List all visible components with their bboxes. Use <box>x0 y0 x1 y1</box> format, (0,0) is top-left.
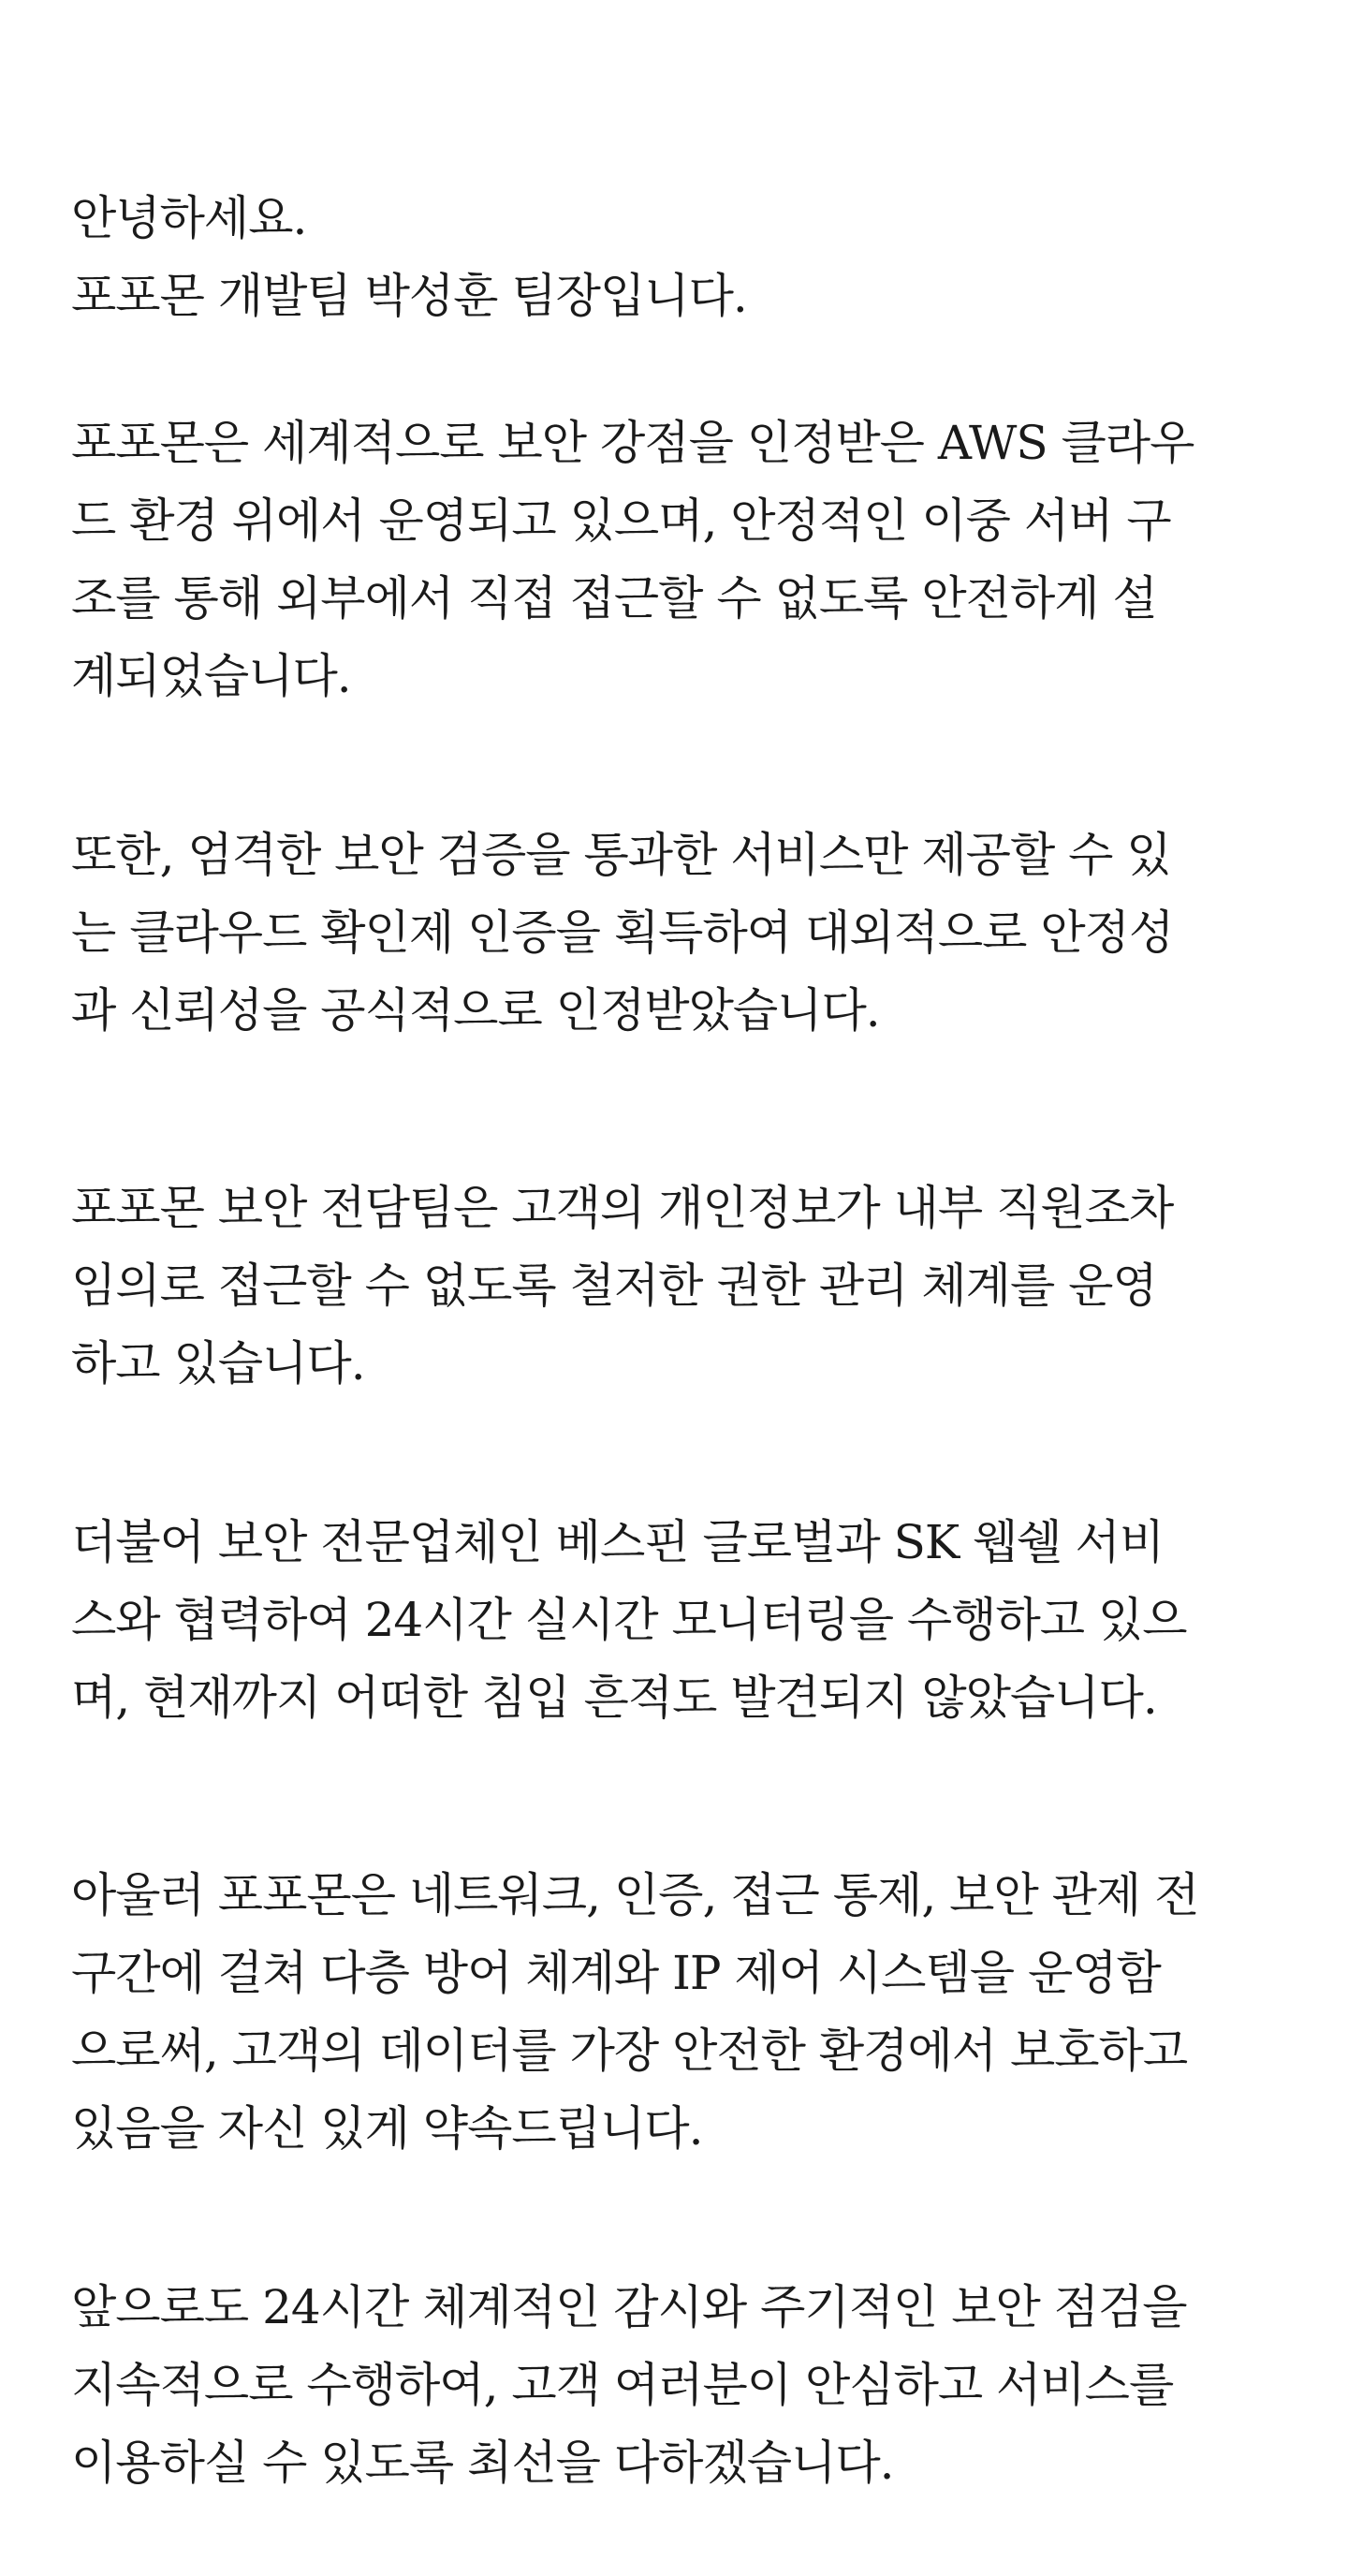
closing-commitment-paragraph <box>71 2269 1279 2502</box>
greeting-introduction-line: 포포몬 개발팀 박성훈 팀장입니다. <box>71 269 747 323</box>
paragraph-line: 으로써, 고객의 데이터를 가장 안전한 환경에서 보호하고 <box>71 2024 1188 2078</box>
paragraph-line: 며, 현재까지 어떠한 침입 흔적도 발견되지 않았습니다. <box>71 1671 1157 1725</box>
paragraph-line: 는 클라우드 확인제 인증을 획득하여 대외적으로 안정성 <box>71 905 1174 960</box>
paragraph-line: 구간에 걸쳐 다층 방어 체계와 IP 제어 시스템을 운영함 <box>71 1946 1161 2000</box>
paragraph-line: 더불어 보안 전문업체인 베스핀 글로벌과 SK 웹쉘 서비 <box>71 1515 1165 1569</box>
paragraph-line: 계되었습니다. <box>71 649 351 703</box>
paragraph-line: 앞으로도 24시간 체계적인 감시와 주기적인 보안 점검을 <box>71 2280 1187 2334</box>
monitoring-paragraph <box>71 1504 1279 1737</box>
paragraph-line: 지속적으로 수행하여, 고객 여러분이 안심하고 서비스를 <box>71 2358 1174 2412</box>
paragraph-line: 스와 협력하여 24시간 실시간 모니터링을 수행하고 있으 <box>71 1593 1187 1647</box>
paragraph-line: 임의로 접근할 수 없도록 철저한 권한 관리 체계를 운영 <box>71 1259 1157 1313</box>
paragraph-line: 조를 통해 외부에서 직접 접근할 수 없도록 안전하게 설 <box>71 571 1157 626</box>
paragraph-line: 포포몬 보안 전담팀은 고객의 개인정보가 내부 직원조차 <box>71 1181 1174 1235</box>
paragraph-line: 과 신뢰성을 공식적으로 인정받았습니다. <box>71 983 880 1038</box>
security-notice-letter <box>71 180 1279 2502</box>
layered-defense-paragraph <box>71 1857 1279 2168</box>
greeting-paragraph <box>71 180 1279 335</box>
paragraph-line: 포포몬은 세계적으로 보안 강점을 인정받은 AWS 클라우 <box>71 416 1194 470</box>
greeting-hello-line: 안녕하세요. <box>71 191 307 245</box>
paragraph-line: 아울러 포포몬은 네트워크, 인증, 접근 통제, 보안 관제 전 <box>71 1868 1199 1922</box>
paragraph-line: 이용하실 수 있도록 최선을 다하겠습니다. <box>71 2436 894 2490</box>
security-team-paragraph <box>71 1170 1279 1403</box>
cloud-certification-paragraph <box>71 817 1279 1050</box>
paragraph-line: 또한, 엄격한 보안 검증을 통과한 서비스만 제공할 수 있 <box>71 828 1171 882</box>
paragraph-line: 있음을 자신 있게 약속드립니다. <box>71 2101 703 2156</box>
paragraph-line: 드 환경 위에서 운영되고 있으며, 안정적인 이중 서버 구 <box>71 493 1171 548</box>
paragraph-line: 하고 있습니다. <box>71 1336 365 1391</box>
aws-infrastructure-paragraph <box>71 405 1279 715</box>
